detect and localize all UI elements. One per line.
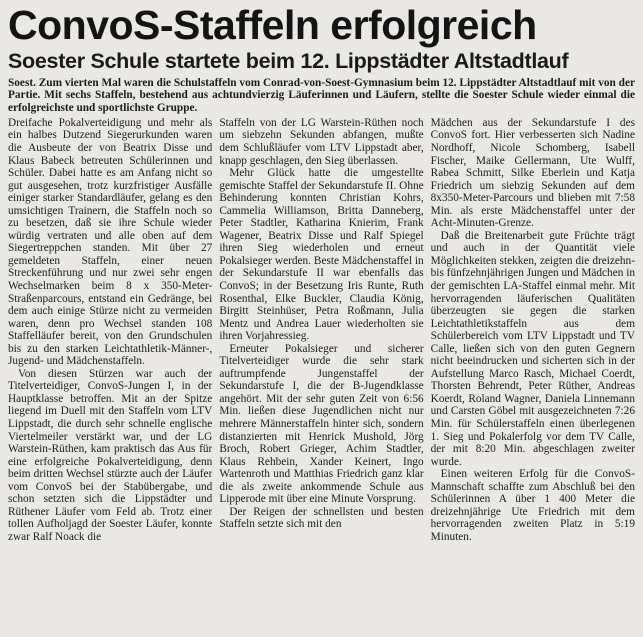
article-lead: Soest. Zum vierten Mal waren die Schulstaffeln vom Conrad-von-Soest-Gymnasium beim 12. Lippstädter Altstadtlauf mit von der Partie. Mit sechs Staffeln, bestehend aus achtundvierzig Läuferinnen und Läufern, stellte die Soester Schule wieder einmal die erfolgreichste und sportlichste Gruppe. — [8, 77, 635, 114]
column-paragraph: Dreifache Pokalverteidigung und mehr als ein halbes Dutzend Siegerurkunden waren die Ausbeute der von Beatrix Disse und Klaus Babeck betreuten Schülerinnen und Schüler. Dabei hatte es am Anfang nicht so gut ausgesehen, trotz kurzfristiger Ausfälle einiger starker Standardläufer, gelang es den umsichtigen Trainern, die Staffeln noch so zu besetzen, daß sie ihre Schule wieder würdig vertraten und alle oben auf dem Siegertreppchen standen. Mit über 27 gemeldeten Staffeln, einer neuen Streckenführung und nur zwei sehr engen Wechselmarken beim 8 x 350-Meter-Straßenparcours, entstand ein Gedränge, bei dem auch einige Stürze nicht zu vermeiden waren, denn pro Wechsel standen 108 Staffelläufer bereit, von den Grundschulen bis zu den starken Leichtathletik-Männer-, Jugend- und Mädchenstaffeln. — [8, 116, 213, 368]
article-headline: ConvoS-Staffeln erfolgreich — [8, 2, 537, 48]
article-column-2 — [219, 117, 423, 544]
column-paragraph: Staffeln von der LG Warstein-Rüthen noch um siebzehn Sekunden abfangen, mußte dem Schlußläufer vom LTV Lippstadt aber, knapp geschlagen, den Sieg überlassen. — [219, 116, 424, 167]
article-column-1 — [8, 117, 212, 544]
column-paragraph: Der Reigen der schnellsten und besten Staffeln setzte sich mit den — [219, 505, 424, 531]
article-subheadline: Soester Schule startete beim 12. Lippstädter Altstadtlauf — [8, 49, 569, 73]
article-body — [8, 117, 635, 544]
column-paragraph: Erneuter Pokalsieger und sicherer Titelverteidiger wurde die sehr stark auftrumpfende Jungenstaffel der Sekundarstufe I, die der B-Jugendklasse angehört. Mit der sehr guten Zeit von 6:56 Min. ließen diese Jugendlichen nicht nur mehrere Männerstaffeln hinter sich, sondern distanzierten mit Henrick Mushold, Jörg Broch, Robert Grieger, Achim Stadtler, Klaus Rehbein, Xander Keinert, Ingo Wartenroth und Matthias Friedrich ganz klar die als zweite ankommende Schule aus Lipperode mit über eine Minute Vorsprung. — [219, 342, 424, 506]
column-paragraph: Mehr Glück hatte die umgestellte gemischte Staffel der Sekundarstufe II. Ohne Behinderung konnten Christian Kohrs, Cammelia Williamson, Britta Danneberg, Peter Stadtler, Katharina Knierim, Frank Wagener, Beatrix Disse und Ralf Spiegel ihren Sieg wiederholen und erneut Pokalsieger werden. Beste Mädchenstaffel in der Sekundarstufe II war ebenfalls das ConvoS; in der Besetzung Iris Runte, Ruth Rosenthal, Elke Buckler, Claudia König, Birgitt Steinhüser, Petra Roßmann, Julia Mentz und Andrea Lauer wiederholten sie ihren Vorjahressieg. — [219, 167, 424, 343]
column-paragraph: Einen weiteren Erfolg für die ConvoS-Mannschaft schaffte zum Abschluß bei den Schülerinnen A über 1 400 Meter die dreizehnjährige Ute Friedrich mit dem hervorragenden zweiten Platz in 5:19 Minuten. — [430, 468, 635, 543]
column-paragraph: Mädchen aus der Sekundarstufe I des ConvoS fort. Hier verbesserten sich Nadine Nordhoff, Nicole Schomberg, Isabell Fischer, Maike Gellermann, Ute Wulff, Rabea Schmitt, Silke Eberlein und Katja Friedrich um siebzig Sekunden auf dem 8x350-Meter-Parcours und blieben mit 7:58 Min. als erste Mädchenstaffel unter der Acht-Minuten-Grenze. — [430, 116, 635, 230]
column-paragraph: Daß die Breitenarbeit gute Früchte trägt und auch in der Quantität viele Möglichkeiten stekken, zeigten die dreizehn- bis fünfzehnjährigen Jungen und Mädchen in der gemischten LA-Staffel einmal mehr. Mit hervorragenden läuferischen Qualitäten überzeugten sie gegen die starken Leichtathletikstaffeln aus dem Schülerbereich vom LTV Lippstadt und TV Calle, ließen sich von den guten Gegnern nicht beeindrucken und sicherten sich in der Aufstellung Marco Rasch, Michael Coerdt, Thorsten Behrendt, Peter Rüther, Andreas Koerdt, Roland Wagner, Daniela Linnemann und Carsten Göbel mit ausgezeichneten 7:26 Min. für Schülerstaffeln einen überlegenen 1. Sieg und Pokalerfolg vor dem TV Calle, der mit 8:20 Min. abgeschlagen zweiter wurde. — [430, 229, 635, 468]
article-column-3 — [431, 117, 635, 544]
column-paragraph: Von diesen Stürzen war auch der Titelverteidiger, ConvoS-Jungen I, in der Hauptklasse betroffen. Mit an der Spitze liegend im Duell mit den Staffeln vom LTV Lippstadt, die durch sehr schnelle englische Viertelmeiler verstärkt war, und der LG Warstein-Rüthen, kam praktisch das Aus für eine erfolgreiche Pokalverteidigung, denn beim dritten Wechsel stürzte auch der Läufer vom ConvoS bei der Stabübergabe, und schon setzten sich die Lippstädter und Rüthener Läufer vom Feld ab. Trotz einer tollen Aufholjagd der Soester Läufer, konnte zwar Ralf Noack die — [8, 367, 213, 543]
